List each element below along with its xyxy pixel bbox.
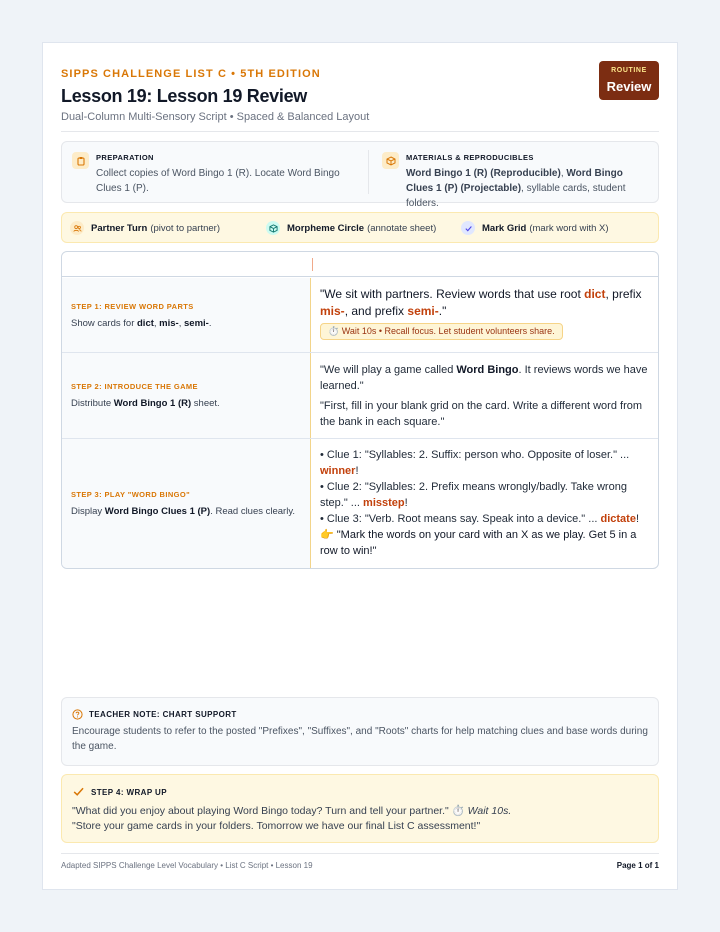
eyebrow: SIPPS CHALLENGE LIST C • 5TH EDITION [61,68,321,80]
users-icon [70,221,84,235]
footer-divider [61,853,659,854]
cue-label: Mark Grid [482,222,527,234]
cue-mark-grid [461,221,609,235]
final-instruction: 👉 "Mark the words on your card with an X as we play. Get 5 in a row to win!" [320,529,637,557]
script-table [61,251,659,569]
cue-label: Partner Turn [91,222,148,234]
wrap-up-title: STEP 4: WRAP UP [91,788,167,797]
preparation-section [72,152,362,196]
clipboard-icon [72,152,89,169]
wrap-up-body [72,804,652,833]
script-text: "We will play a game called Word Bingo. It reviews words we have learned." [320,364,648,392]
step-cell [62,439,311,569]
wrap-up-panel [61,774,659,843]
badge-label: ROUTINE [611,67,647,74]
page-subtitle: Dual-Column Multi-Sensory Script • Spaced & Balanced Layout [61,111,370,123]
header-divider [61,131,659,132]
routine-badge [599,61,659,100]
page-title: Lesson 19: Lesson 19 Review [61,86,308,106]
step-label: STEP 2: INTRODUCE THE GAME [71,382,198,391]
step-desc: Distribute Word Bingo 1 (R) sheet. [71,398,220,409]
box-icon [382,152,399,169]
clue-2: • Clue 2: "Syllables: 2. Prefix means wrongly/badly. Take wrong step." ... misstep! [320,481,627,509]
cue-desc: (mark word with X) [529,222,609,234]
materials-section [382,152,650,211]
materials-rest: , syllable cards, student folders. [406,183,626,209]
table-row [62,278,659,353]
panel-divider [368,150,369,194]
check-icon [72,785,85,798]
badge-value: Review [606,79,652,94]
step-label: STEP 3: PLAY "WORD BINGO" [71,490,191,499]
table-header [62,252,659,277]
teacher-note-body: Encourage students to refer to the posted "Prefixes", "Suffixes", and "Roots" charts for help matching clues and base words during the game. [72,726,648,752]
script-text: "First, fill in your blank grid on the card. Write a different word from the bank in each square." [320,400,643,428]
teacher-note [61,697,659,766]
clue-1: • Clue 1: "Syllables: 2. Suffix: person who. Opposite of loser." ... winner! [320,449,630,477]
help-circle-icon [72,709,83,720]
material-bingo-clues: Word Bingo Clues 1 (P) (Projectable) [406,168,623,194]
script-cell [311,278,659,352]
cue-legend [61,212,659,243]
cue-label: Morpheme Circle [287,222,365,234]
material-word-bingo: Word Bingo 1 (R) (Reproducible) [406,168,561,179]
step-label: STEP 1: REVIEW WORD PARTS [71,302,194,311]
preparation-body: Collect copies of Word Bingo 1 (R). Locate Word Bingo Clues 1 (P). [96,168,340,194]
table-row [62,353,659,439]
materials-body [406,166,650,211]
cue-desc: (pivot to partner) [150,222,221,234]
check-icon [461,221,475,235]
script-cell [311,353,659,438]
wait-cue: ⏱️ Wait 10s • Recall focus. Let student volunteers share. [320,323,563,340]
wrap-up-line-1: "What did you enjoy about playing Word Bingo today? Turn and tell your partner." ⏱️ Wait 10s. [72,805,512,817]
step-desc: Show cards for dict, mis-, semi-. [71,318,212,329]
teacher-note-title: TEACHER NOTE: CHART SUPPORT [89,710,237,719]
page-number: Page 1 of 1 [616,861,659,870]
step-cell [62,353,311,438]
preparation-panel [61,141,659,209]
cue-partner-turn [70,221,220,235]
step-cell [62,278,311,352]
materials-title: MATERIALS & REPRODUCIBLES [406,153,534,162]
lesson-page [42,42,678,890]
script-text: "We sit with partners. Review words that use root dict, prefix mis-, and prefix semi-." [320,287,642,318]
cue-desc: (annotate sheet) [367,222,437,234]
script-cell [311,439,659,569]
footer-source: Adapted SIPPS Challenge Level Vocabulary • List C Script • Lesson 19 [61,861,313,870]
wrap-up-line-2: "Store your game cards in your folders. Tomorrow we have our final List C assessment!" [72,819,481,832]
table-row [62,439,659,569]
materials-sep: , [560,168,567,179]
cube-icon [266,221,280,235]
cue-morpheme-circle [266,221,436,235]
step-desc: Display Word Bingo Clues 1 (P). Read clues clearly. [71,506,296,517]
preparation-title: PREPARATION [96,153,154,162]
header-marker [312,258,313,271]
clue-3: • Clue 3: "Verb. Root means say. Speak into a device." ... dictate! [320,513,640,525]
